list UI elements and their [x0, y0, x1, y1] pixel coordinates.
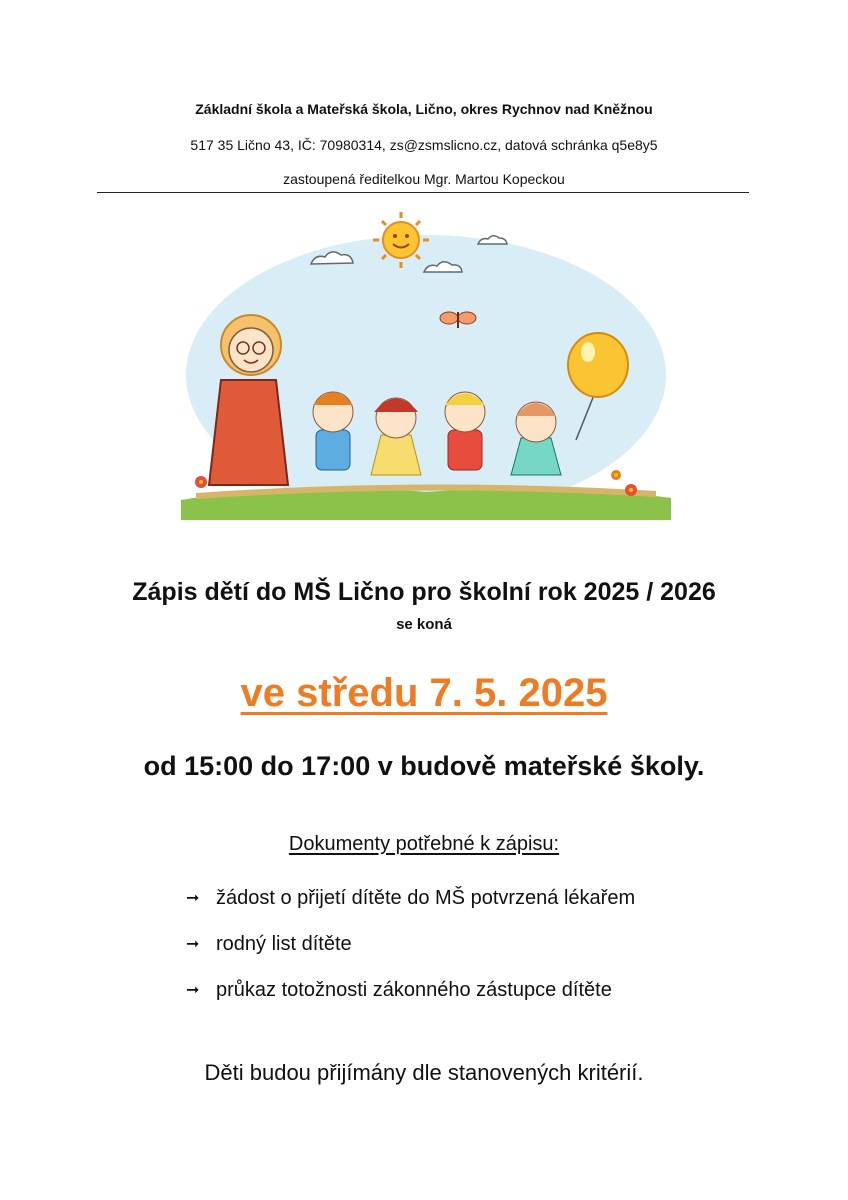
teacher-with-children-illustration — [176, 200, 676, 530]
enrollment-date: ve středu 7. 5. 2025 — [240, 671, 608, 715]
list-item — [186, 875, 635, 921]
child-figure — [445, 392, 485, 470]
header-divider — [97, 192, 749, 193]
child-figure — [313, 392, 353, 470]
list-item — [186, 967, 635, 1013]
documents-heading: Dokumenty potřebné k zápisu: — [288, 833, 560, 855]
enrollment-title: Zápis dětí do MŠ Lično pro školní rok 2025 / 2026 — [132, 578, 716, 606]
school-address: 517 35 Lično 43, IČ: 70980314, zs@zsmslicno.cz, datová schránka q5e8y5 — [190, 137, 658, 153]
arrow-right-icon: ➞ — [186, 890, 200, 907]
enrollment-time-location: od 15:00 do 17:00 v budově mateřské školy. — [143, 751, 705, 781]
arrow-right-icon: ➞ — [186, 982, 200, 999]
document-item-label: rodný list dítěte — [216, 932, 352, 955]
documents-list — [186, 875, 635, 1013]
school-name: Základní škola a Mateřská škola, Lično, okres Rychnov nad Kněžnou — [195, 101, 653, 117]
document-item-label: průkaz totožnosti zákonného zástupce dítěte — [216, 978, 612, 1001]
admission-criteria-note: Děti budou přijímány dle stanovených kritérií. — [204, 1060, 644, 1085]
document-item-label: žádost o přijetí dítěte do MŠ potvrzená lékařem — [216, 886, 636, 909]
arrow-right-icon: ➞ — [186, 936, 200, 953]
school-director: zastoupená ředitelkou Mgr. Martou Kopeckou — [283, 171, 565, 187]
enrollment-subtitle: se koná — [396, 616, 452, 633]
list-item — [186, 921, 635, 967]
teacher-figure — [209, 315, 288, 485]
